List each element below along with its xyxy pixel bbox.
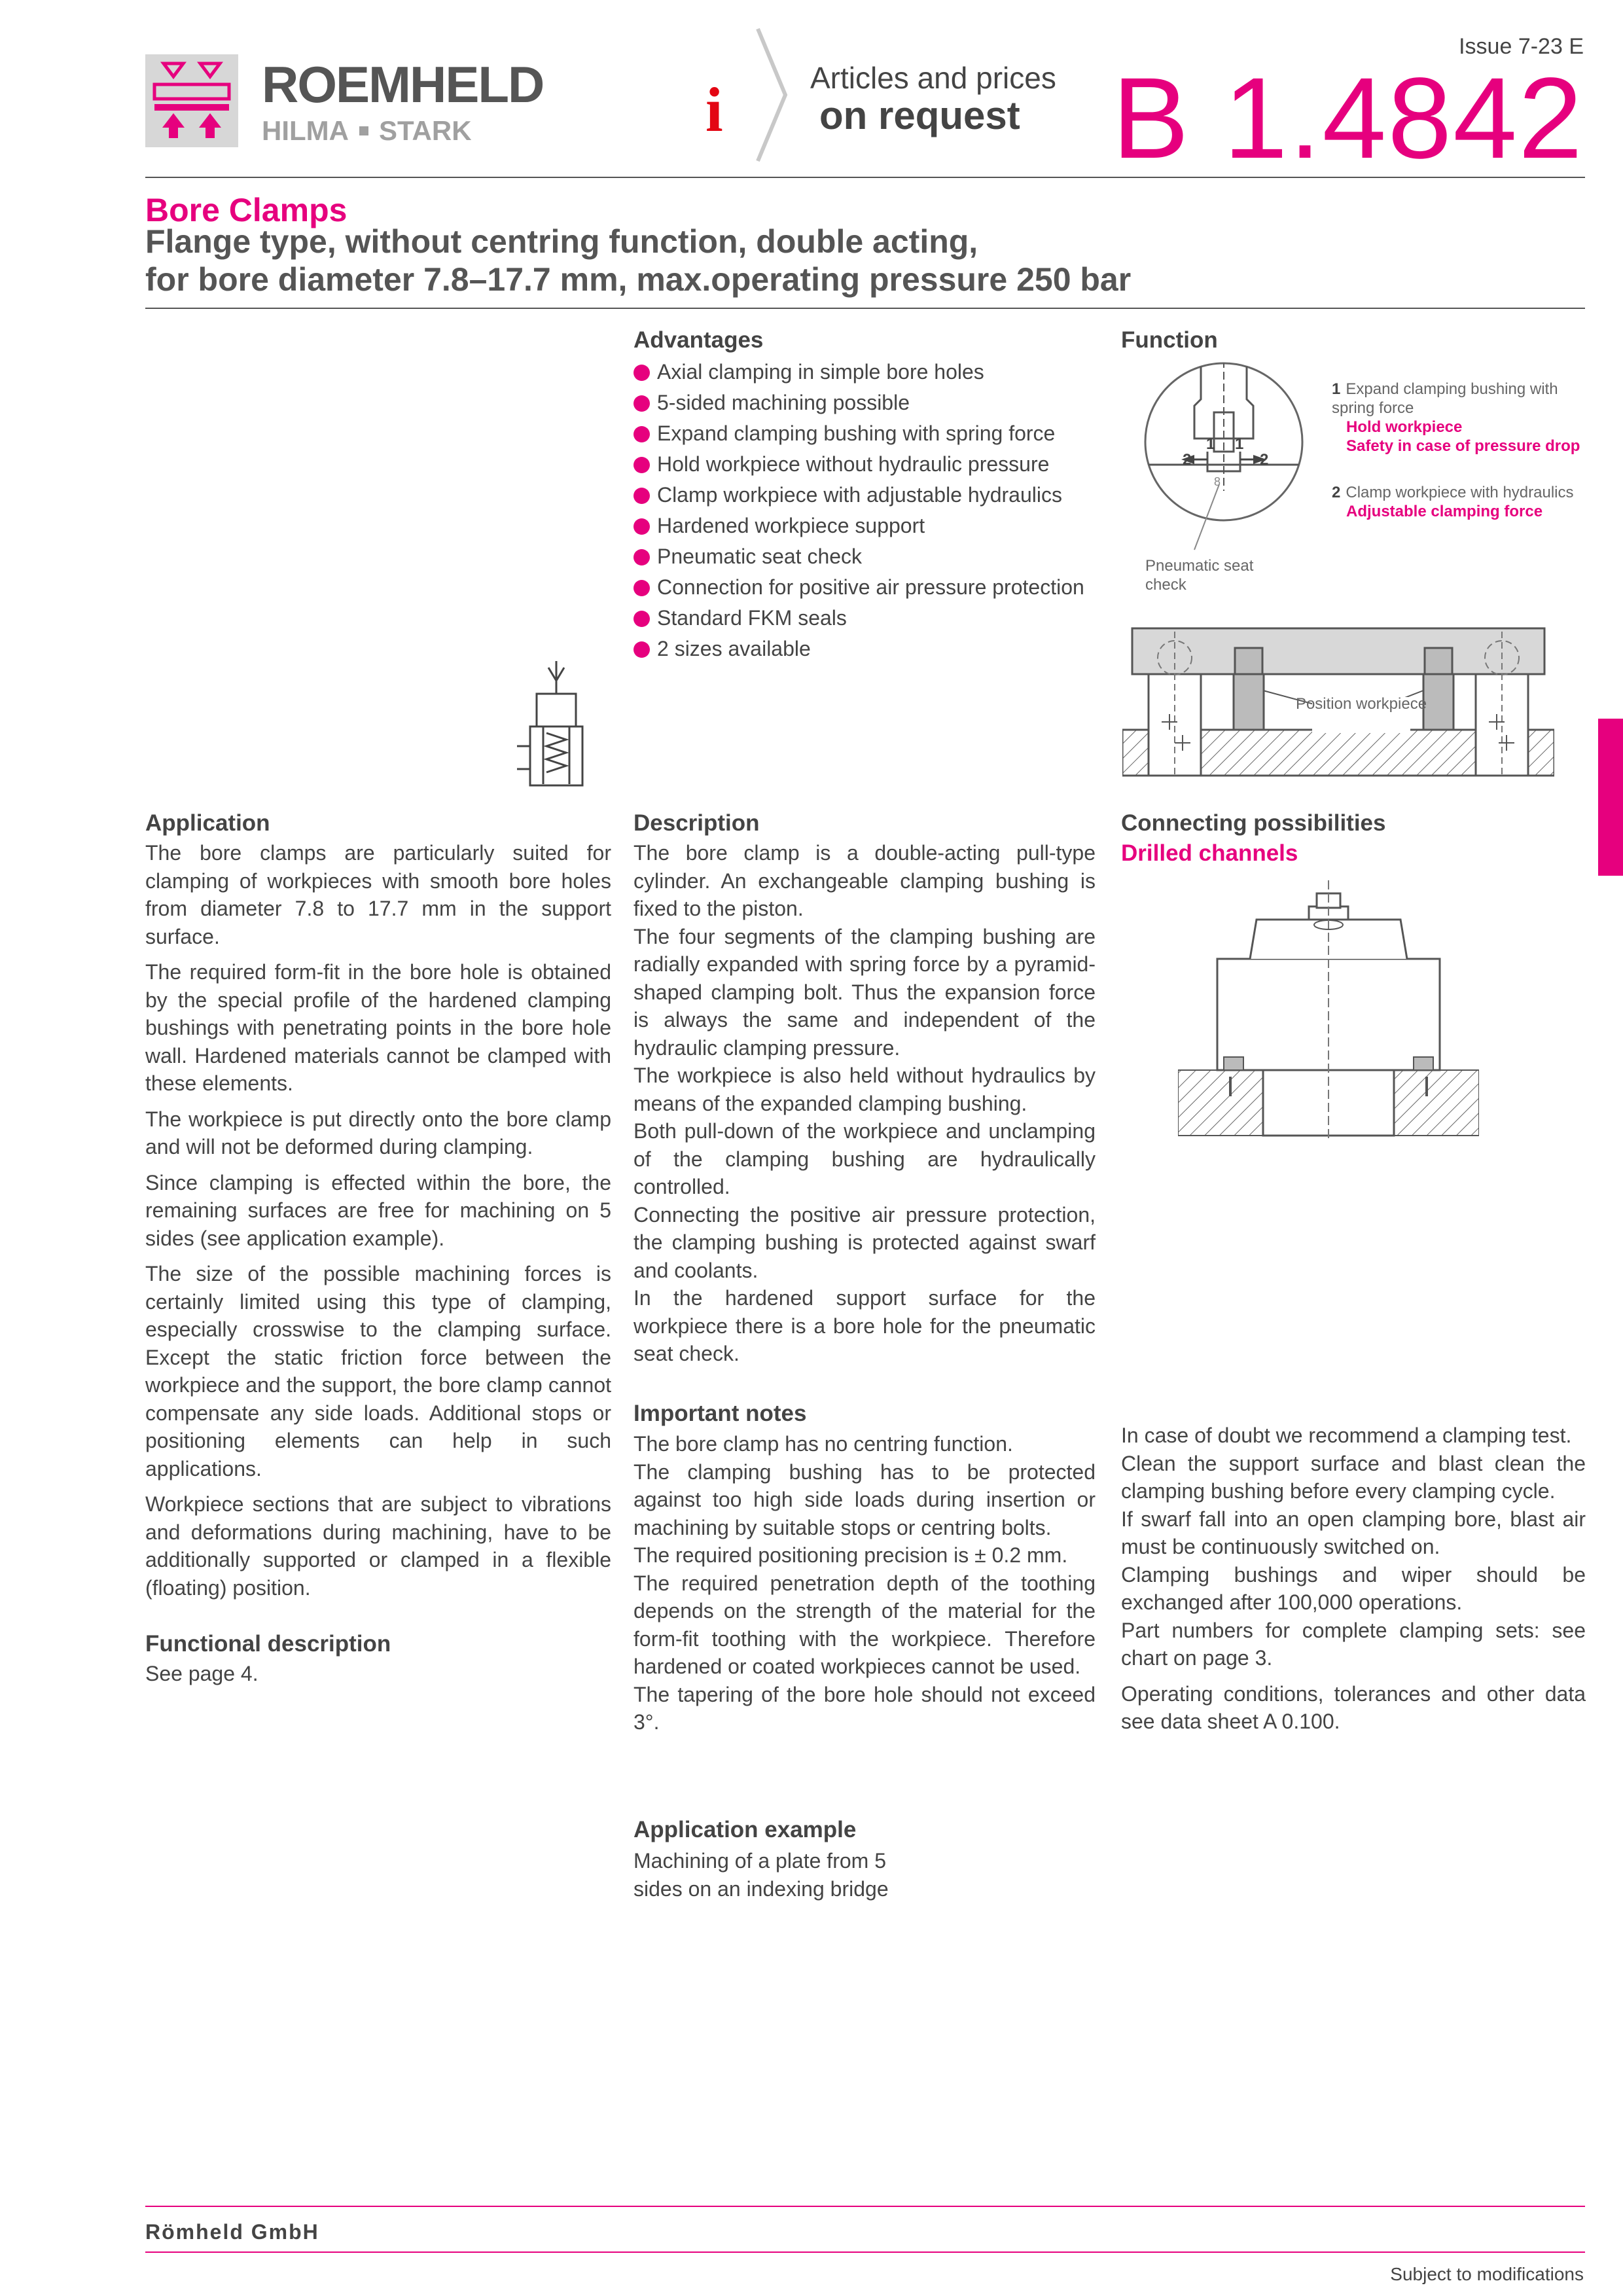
function-note-2 bbox=[1332, 483, 1580, 521]
advantage-item: 5-sided machining possible bbox=[633, 387, 1105, 418]
advantage-item: Axial clamping in simple bore holes bbox=[633, 357, 1105, 387]
hydraulic-symbol-icon bbox=[517, 661, 596, 792]
document-number: B 1.4842 bbox=[1112, 54, 1584, 183]
info-icon: i bbox=[705, 75, 723, 145]
important-notes-text bbox=[633, 1430, 1096, 1736]
brand-sub-left: HILMA bbox=[262, 115, 349, 146]
connecting-subheading: Drilled channels bbox=[1121, 840, 1298, 866]
paragraph: If swarf fall into an open clamping bore, blast air must be continuously switched on. bbox=[1121, 1507, 1586, 1558]
brand-subtitle bbox=[262, 115, 472, 147]
paragraph: The required form-fit in the bore hole is obtained by the special profile of the hardened clamping bushings with penetrating points in the bore hole wall. Hardened materials cannot be clamped with these elements. bbox=[145, 960, 611, 1095]
info-line-1: Articles and prices bbox=[810, 61, 1056, 95]
subtitle-line-1: Flange type, without centring function, double acting, bbox=[145, 223, 978, 260]
info-line-2: on request bbox=[819, 94, 1020, 137]
advantage-item: Pneumatic seat check bbox=[633, 541, 1105, 572]
position-label-text: Position workpiece bbox=[1295, 695, 1427, 713]
right-notes-text bbox=[1121, 1422, 1586, 1736]
paragraph: Both pull-down of the workpiece and unclamping of the clamping bushing are hydraulically controlled. bbox=[633, 1119, 1096, 1198]
separator-square-icon bbox=[359, 126, 368, 135]
paragraph: Connecting the positive air pressure protection, the clamping bushing is protected against swarf and coolants. bbox=[633, 1202, 1096, 1282]
advantages-list bbox=[633, 357, 1105, 664]
function-detail-diagram bbox=[1142, 360, 1306, 556]
application-example-line: sides on an indexing bridge bbox=[633, 1876, 889, 1901]
clamp-logo-icon bbox=[145, 54, 238, 147]
subtitle-line-2: for bore diameter 7.8–17.7 mm, max.operating pressure 250 bar bbox=[145, 261, 1132, 298]
diagram-label: 1 bbox=[1235, 435, 1244, 453]
paragraph: The four segments of the clamping bushing are radially expanded with spring force by a pyramid-shaped clamping bolt. Thus the expansion force is always the same and independent of the hydraulic clamping pressure. bbox=[633, 924, 1096, 1060]
connecting-heading: Connecting possibilities bbox=[1121, 810, 1386, 836]
paragraph: The bore clamp has no centring function. bbox=[633, 1432, 1013, 1456]
footer-note: Subject to modifications bbox=[1390, 2264, 1584, 2284]
title-divider bbox=[145, 308, 1585, 309]
footer-divider-bottom bbox=[145, 2251, 1585, 2253]
paragraph: Operating conditions, tolerances and other data see data sheet A 0.100. bbox=[1121, 1681, 1586, 1733]
description-heading: Description bbox=[633, 810, 760, 836]
header-divider bbox=[145, 177, 1585, 178]
paragraph: Since clamping is effected within the bore, the remaining surfaces are free for machining on 5 sides (see application example). bbox=[145, 1170, 611, 1250]
paragraph: Clamping bushings and wiper should be exchanged after 100,000 operations. bbox=[1121, 1562, 1586, 1614]
paragraph: In the hardened support surface for the workpiece there is a bore hole for the pneumatic seat check. bbox=[633, 1286, 1096, 1365]
advantage-item: Hardened workpiece support bbox=[633, 511, 1105, 541]
brand-logo bbox=[145, 54, 238, 147]
important-notes-heading: Important notes bbox=[633, 1401, 807, 1426]
advantages-heading: Advantages bbox=[633, 327, 764, 353]
advantage-item: Standard FKM seals bbox=[633, 603, 1105, 634]
note-number: 2 bbox=[1332, 484, 1341, 501]
paragraph: The clamping bushing has to be protected against too high side loads during insertion or machining by suitable stops or centring bolts. bbox=[633, 1460, 1096, 1539]
page-title: Bore Clamps bbox=[145, 192, 348, 228]
advantage-item: Hold workpiece without hydraulic pressure bbox=[633, 449, 1105, 480]
note-number: 1 bbox=[1332, 380, 1341, 398]
paragraph: In case of doubt we recommend a clamping test. bbox=[1121, 1424, 1572, 1447]
paragraph: The bore clamp is a double-acting pull-type cylinder. An exchangeable clamping bushing is fixed to the piston. bbox=[633, 841, 1096, 920]
paragraph: The workpiece is put directly onto the bore clamp and will not be deformed during clamping. bbox=[145, 1107, 611, 1158]
advantage-item: 2 sizes available bbox=[633, 634, 1105, 664]
advantage-item: Clamp workpiece with adjustable hydraulics bbox=[633, 480, 1105, 511]
diagram-label: 1 bbox=[1206, 435, 1215, 453]
brand-sub-right: STARK bbox=[378, 115, 472, 146]
note-highlight: Hold workpiece bbox=[1346, 418, 1463, 436]
paragraph: The tapering of the bore hole should not exceed 3°. bbox=[633, 1682, 1096, 1734]
function-note-1 bbox=[1332, 380, 1580, 456]
diagram-label: 2 bbox=[1183, 451, 1192, 469]
footer-company: Römheld GmbH bbox=[145, 2220, 319, 2244]
paragraph: Part numbers for complete clamping sets: see chart on page 3. bbox=[1121, 1618, 1586, 1670]
functional-description-text: See page 4. bbox=[145, 1662, 259, 1685]
functional-description-heading: Functional description bbox=[145, 1631, 391, 1657]
paragraph: The workpiece is also held without hydraulics by means of the expanded clamping bushing. bbox=[633, 1064, 1096, 1115]
application-example-heading: Application example bbox=[633, 1817, 857, 1842]
application-text bbox=[145, 839, 611, 1609]
paragraph: The required positioning precision is ± 0.2 mm. bbox=[633, 1543, 1068, 1567]
advantage-item: Expand clamping bushing with spring force bbox=[633, 418, 1105, 449]
application-overview-diagram bbox=[1122, 625, 1554, 782]
diagram-label: 8 bbox=[1214, 475, 1221, 488]
paragraph: The size of the possible machining forces is certainly limited using this type of clamping, especially crosswise to the clamping surface. Except the static friction force between the workpiece and the support, the bore clamp cannot compensate any side loads. Additional stops or positioning elements can help in such applications. bbox=[145, 1262, 611, 1480]
brand-name: ROEMHELD bbox=[262, 56, 544, 113]
position-workpiece-label bbox=[1296, 695, 1427, 713]
function-heading: Function bbox=[1121, 327, 1218, 353]
description-text bbox=[633, 839, 1096, 1368]
issue-label: Issue 7-23 E bbox=[1459, 34, 1584, 59]
chevron-right-icon bbox=[753, 26, 792, 164]
note-text: Expand clamping bushing with spring force bbox=[1332, 380, 1558, 417]
paragraph: Clean the support surface and blast clean the clamping bushing before every clamping cycle. bbox=[1121, 1451, 1586, 1503]
note-highlight: Adjustable clamping force bbox=[1346, 503, 1543, 520]
paragraph: The required penetration depth of the toothing depends on the strength of the material for the form-fit toothing with the workpiece. Therefore hardened or coated workpieces cannot be used. bbox=[633, 1571, 1096, 1678]
advantage-item: Connection for positive air pressure protection bbox=[633, 572, 1105, 603]
paragraph: The bore clamps are particularly suited for clamping of workpieces with smooth bore holes from diameter 7.8 to 17.7 mm in the support surface. bbox=[145, 841, 611, 948]
application-heading: Application bbox=[145, 810, 270, 836]
note-text: Clamp workpiece with hydraulics bbox=[1346, 484, 1574, 501]
application-example-text bbox=[633, 1847, 1096, 1903]
diagram-label: 2 bbox=[1260, 451, 1269, 469]
footer-divider-top bbox=[145, 2206, 1585, 2207]
pneumatic-seat-label: Pneumatic seat check bbox=[1145, 557, 1254, 594]
paragraph: Workpiece sections that are subject to vibrations and deformations during machining, have to be additionally supported or clamped in a flexible (floating) position. bbox=[145, 1492, 611, 1600]
note-highlight: Safety in case of pressure drop bbox=[1346, 437, 1580, 455]
application-example-line: Machining of a plate from 5 bbox=[633, 1849, 886, 1873]
drilled-channels-diagram bbox=[1178, 880, 1479, 1142]
side-index-tab bbox=[1598, 719, 1623, 876]
